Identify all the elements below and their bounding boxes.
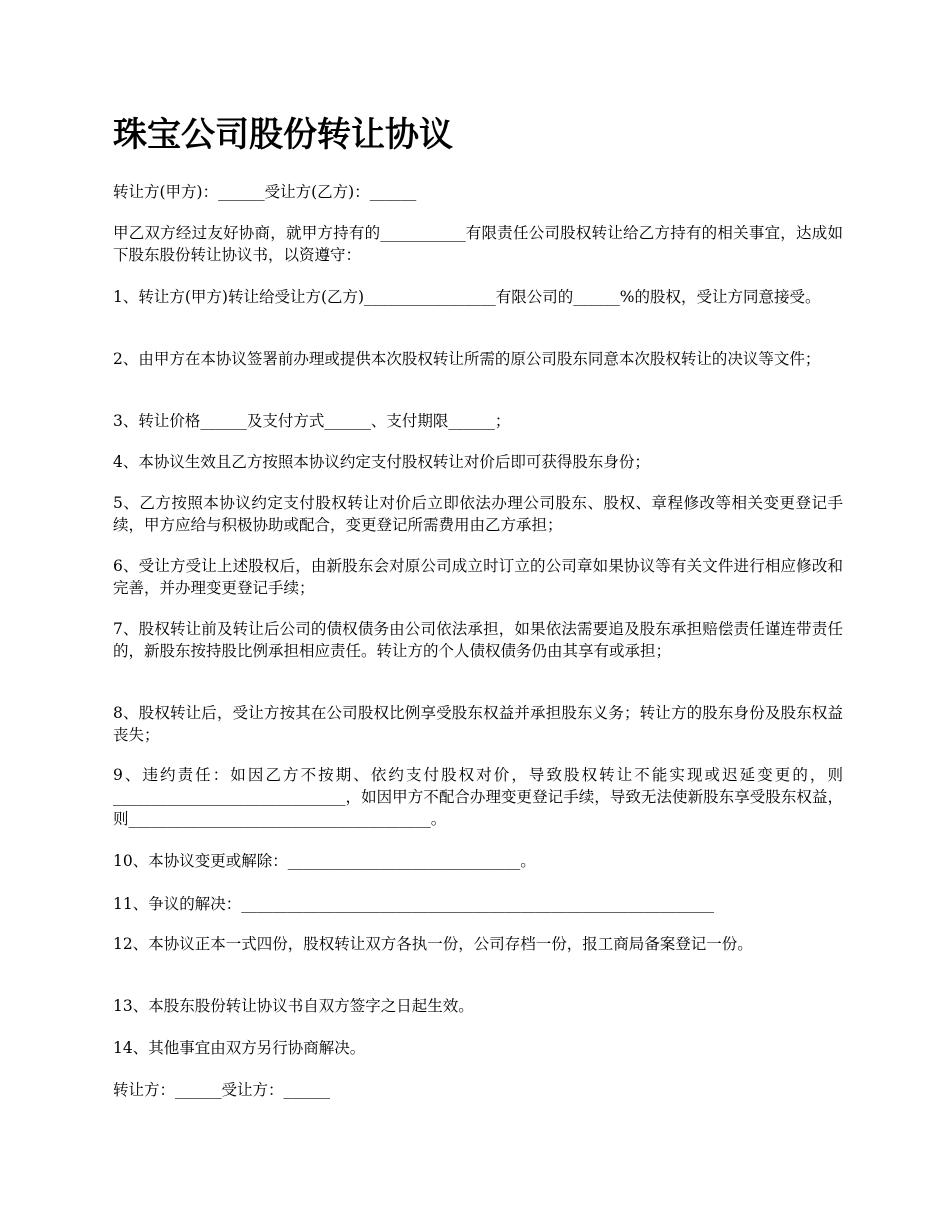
clause-13: 13、本股东股份转让协议书自双方签字之日起生效。 (113, 997, 474, 1015)
clause-1: 1、转让方(甲方)转让给受让方(乙方)_________________有限公司的______%的股权，受让方同意接受。 (113, 288, 821, 306)
clause-2: 2、由甲方在本协议签署前办理或提供本次股权转让所需的原公司股东同意本次股权转让的决议等文件； (113, 350, 821, 368)
document-page (113, 0, 843, 1230)
clause-10: 10、本协议变更或解除：______________________________。 (113, 852, 536, 870)
clause-14: 14、其他事宜由双方另行协商解决。 (113, 1039, 366, 1057)
clause-5: 5、乙方按照本协议约定支付股权转让对价后立即依法办理公司股东、股权、章程修改等相关变更登记手续，甲方应给与积极协助或配合，变更登记所需费用由乙方承担； (113, 494, 843, 534)
clause-9: 9、违约责任：如因乙方不按期、依约支付股权对价，导致股权转让不能实现或迟延变更的，则______________________________，如因甲方不配合办理变更登记手续，导致无法使新股东享受股东权益，则_______________________________________。 (113, 766, 843, 828)
signature-line: 转让方：______受让方：______ (113, 1081, 331, 1099)
clause-12: 12、本协议正本一式四份，股权转让双方各执一份，公司存档一份，报工商局备案登记一份。 (113, 935, 753, 953)
clause-3: 3、转让价格______及支付方式______、支付期限______； (113, 412, 511, 430)
clause-7: 7、股权转让前及转让后公司的债权债务由公司依法承担，如果依法需要追及股东承担赔偿责任谨连带责任的，新股东按持股比例承担相应责任。转让方的个人债权债务仍由其享有或承担； (113, 620, 843, 660)
intro-paragraph: 甲乙双方经过友好协商，就甲方持有的___________有限责任公司股权转让给乙方持有的相关事宜，达成如下股东股份转让协议书，以资遵守： (113, 224, 843, 264)
document-title: 珠宝公司股份转让协议 (113, 115, 453, 155)
clause-4: 4、本协议生效且乙方按照本协议约定支付股权转让对价后即可获得股东身份； (113, 453, 650, 471)
clause-8: 8、股权转让后，受让方按其在公司股权比例享受股东权益并承担股东义务；转让方的股东身份及股东权益丧失； (113, 704, 843, 744)
clause-6: 6、受让方受让上述股权后，由新股东会对原公司成立时订立的公司章如果协议等有关文件进行相应修改和完善，并办理变更登记手续； (113, 557, 843, 597)
parties-line: 转让方(甲方)：______受让方(乙方)：______ (113, 183, 417, 201)
clause-11: 11、争议的解决：_____________________________________________________________ (113, 895, 714, 913)
